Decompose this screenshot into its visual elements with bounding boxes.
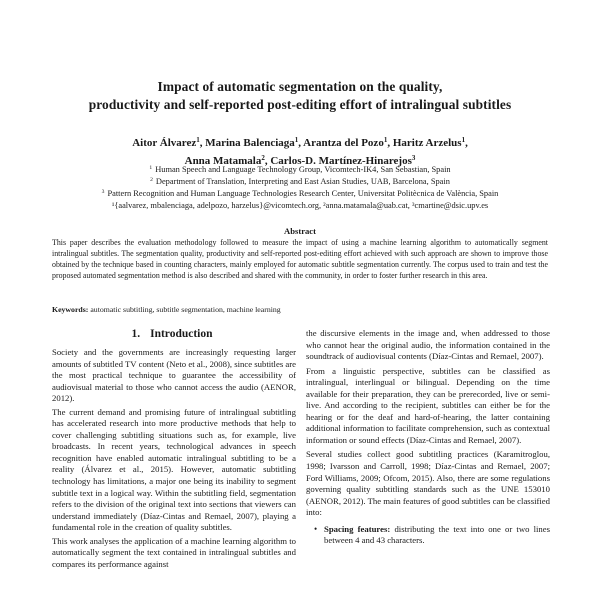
paragraph: This work analyses the application of a machine learning algorithm to automatically segment the text contained in intralingual subtitles and compares its performance against bbox=[52, 535, 296, 569]
author-name: Marina Balenciaga bbox=[205, 137, 295, 149]
paragraph: The current demand and promising future of intralingual subtitling has accelerated research into more productive methods that help to cover challenging subtitling situations such as, for example, live broadcasts. In recent years, technological advances in speech recognition have enabled automatic intralingual subtitling to be a reality (Álvarez et al., 2015). However, automatic subtitling technology has limitations, a major one being its inability to segment subtitle text in a logical way. Within the subtitling field, segmentation refers to the division of the original text into sections that viewers can understand immediately (Díaz-Cintas and Remael, 2007), playing a fundamental role in the creation of quality subtitles. bbox=[52, 406, 296, 533]
affiliation-2 bbox=[0, 175, 600, 187]
bullet-body: distributing the text into one or two lines between 4 and 43 characters. bbox=[324, 523, 551, 546]
affiliation-mark: 3 bbox=[411, 153, 416, 162]
abstract-heading: Abstract bbox=[284, 226, 316, 236]
affiliation-1 bbox=[0, 163, 600, 175]
keywords bbox=[52, 305, 548, 315]
paragraph: Several studies collect good subtitling practices (Karamitroglou, 1998; Ivarsson and Carroll, 1998; Díaz-Cintas and Remael, 2007; Ford Williams, 2009; Ofcom, 2015). Also, there are some regulations governing quality subtitling standards such as the UNE 153010 (AENOR, 2012). The main features of good subtitles can be classified into: bbox=[306, 449, 550, 518]
affiliation-mark: 2 bbox=[261, 153, 265, 162]
affiliation-mark: 1 bbox=[294, 136, 299, 144]
affiliation-mark: 1 bbox=[196, 136, 200, 144]
title-line-1: Impact of automatic segmentation on the quality, bbox=[157, 79, 443, 94]
affiliation-mark: 2 bbox=[150, 177, 153, 184]
title-line-2: productivity and self-reported post-editing effort of intralingual subtitles bbox=[88, 97, 512, 112]
affiliation-text: Human Speech and Language Technology Group, Vicomtech-IK4, San Sebastian, Spain bbox=[155, 165, 451, 174]
section-heading bbox=[50, 328, 294, 340]
right-column bbox=[306, 328, 550, 547]
keywords-label: Keywords: bbox=[52, 305, 89, 314]
paragraph: Society and the governments are increasingly requesting larger amounts of subtitled TV content (Neto et al., 2008), since subtitles are the most practical technique to guarantee the accessibility of audiovisual material to those who cannot access the audio (AENOR, 2012). bbox=[52, 347, 296, 404]
bullet-label: Spacing features: bbox=[324, 523, 391, 534]
bullet-icon: • bbox=[314, 523, 318, 534]
author-emails: ¹{aalvarez, mbalenciaga, adelpozo, harzelus}@vicomtech.org, ²anna.matamala@uab.cat, ³cmartine@dsic.upv.es bbox=[111, 200, 489, 210]
abstract-text: This paper describes the evaluation methodology followed to measure the impact of using a machine learning algorithm to automatically segment intralingual subtitles. The segmentation quality, productivity and self-reported post-editing effort achieved with such approach are shown to improve those obtained by the technique based in counting characters, mainly employed for automatic subtitle segmentation currently. The corpus used to train and test the proposed automated segmentation method is also described and shared with the community, in order to foster further research in this area. bbox=[52, 238, 548, 280]
section-number: 1. bbox=[131, 328, 141, 340]
list-item bbox=[306, 524, 550, 547]
left-column bbox=[52, 347, 296, 572]
author-line-1: Aitor Álvarez$^1$, Marina Balenciaga$^1$, Arantza del Pozo$^1$, Haritz Arzelus$^1$, bbox=[132, 136, 468, 149]
paragraph: the discursive elements in the image and, when addressed to those who cannot hear the original audio, the information contained in the soundtrack of audiovisual contents (Díaz-Cintas and Remael, 2007). bbox=[306, 328, 550, 362]
paragraph: From a linguistic perspective, subtitles can be classified as intralingual, interlingual or bilingual. Depending on the time available for their preparation, they can be prerecorded, live or semi-live. And according to the recipient, subtitles can either be for the hearing or for the deaf and hard-of-hearing, the latter containing additional information to facilitate comprehension, such as contextual information or sound effects (Díaz-Cintas and Remael, 2007). bbox=[306, 365, 550, 445]
affiliation-text: Pattern Recognition and Human Language Technologies Research Center, Universitat Politècnica de València, Spain bbox=[107, 189, 499, 199]
affiliation-mark: 3 bbox=[101, 189, 105, 196]
author-line-2: Anna Matamala$^2$, Carlos-D. Martínez-Hinarejos$^3$ bbox=[184, 153, 416, 167]
author-name: Arantza del Pozo bbox=[303, 137, 384, 149]
affiliation-text: Department of Translation, Interpreting and East Asian Studies, UAB, Barcelona, Spain bbox=[155, 177, 450, 187]
section-title: Introduction bbox=[150, 328, 213, 340]
bullet-text bbox=[324, 524, 550, 547]
affiliations bbox=[0, 163, 600, 211]
affiliation-mark: 1 bbox=[461, 136, 466, 144]
author-name: Anna Matamala bbox=[184, 154, 262, 167]
author-name: Carlos-D. Martínez-Hinarejos bbox=[270, 154, 412, 167]
keywords-text: automatic subtitling, subtitle segmentation, machine learning bbox=[90, 305, 281, 314]
affiliation-3 bbox=[0, 187, 600, 199]
affiliation-mark: 1 bbox=[149, 165, 153, 171]
paper-title bbox=[0, 78, 600, 114]
author-name: Aitor Álvarez bbox=[132, 137, 197, 149]
author-name: Haritz Arzelus bbox=[392, 137, 462, 149]
affiliation-mark: 1 bbox=[383, 136, 388, 144]
